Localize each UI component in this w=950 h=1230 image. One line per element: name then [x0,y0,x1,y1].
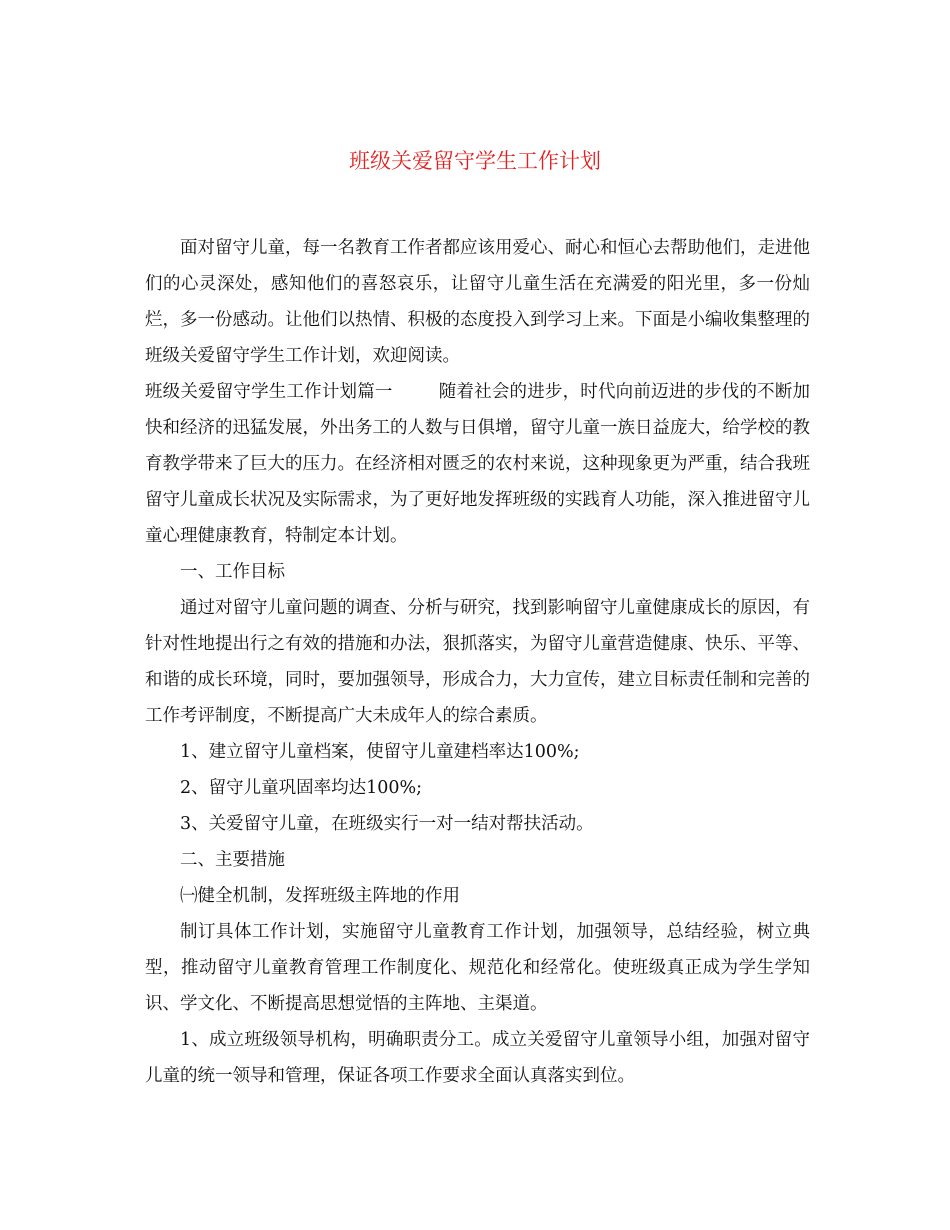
goals-paragraph: 通过对留守儿童问题的调查、分析与研究，找到影响留守儿童健康成长的原因，有针对性地提出行之有效的措施和办法，狠抓落实，为留守儿童营造健康、快乐、平等、和谐的成长环境，同时，要加强领导，形成合力，大力宣传，建立目标责任制和完善的工作考评制度，不断提高广大未成年人的综合素质。 [145,598,810,726]
goal-item-3: 3、关爱留守儿童，在班级实行一对一结对帮扶活动。 [180,814,594,834]
intro-paragraph: 面对留守儿童，每一名教育工作者都应该用爱心、耐心和恒心去帮助他们，走进他们的心灵深处，感知他们的喜怒哀乐，让留守儿童生活在充满爱的阳光里，多一份灿烂，多一份感动。让他们以热情、积极的态度投入到学习上来。下面是小编收集整理的班级关爱留守学生工作计划，欢迎阅读。 [145,238,810,366]
subheading-mechanism: ㈠健全机制，发挥班级主阵地的作用 [180,886,460,906]
document-body [145,230,810,1094]
heading-main-measures: 二、主要措施 [180,850,285,870]
goal-item-1: 1、建立留守儿童档案，使留守儿童建档率达100%; [180,742,580,762]
section-text: 随着社会的进步，时代向前迈进的步伐的不断加快和经济的迅猛发展，外出务工的人数与日俱增，留守儿童一族日益庞大，给学校的教育教学带来了巨大的压力。在经济相对匮乏的农村来说，这种现象更为严重，结合我班留守儿童成长状况及实际需求，为了更好地发挥班级的实践育人功能，深入推进留守儿童心理健康教育，特制定本计划。 [145,382,811,546]
heading-work-goals: 一、工作目标 [180,562,285,582]
document-title: 班级关爱留守学生工作计划 [349,149,601,173]
section-label: 班级关爱留守学生工作计划篇一 [145,382,393,402]
measures-paragraph: 制订具体工作计划，实施留守儿童教育工作计划，加强领导，总结经验，树立典型，推动留守儿童教育管理工作制度化、规范化和经常化。使班级真正成为学生学知识、学文化、不断提高思想觉悟的主阵地、主渠道。 [145,922,810,1014]
measure-item-1: 1、成立班级领导机构，明确职责分工。成立关爱留守儿童领导小组，加强对留守儿童的统一领导和管理，保证各项工作要求全面认真落实到位。 [145,1030,810,1086]
goal-item-2: 2、留守儿童巩固率均达100%; [180,778,423,798]
section-paragraph [145,374,810,554]
